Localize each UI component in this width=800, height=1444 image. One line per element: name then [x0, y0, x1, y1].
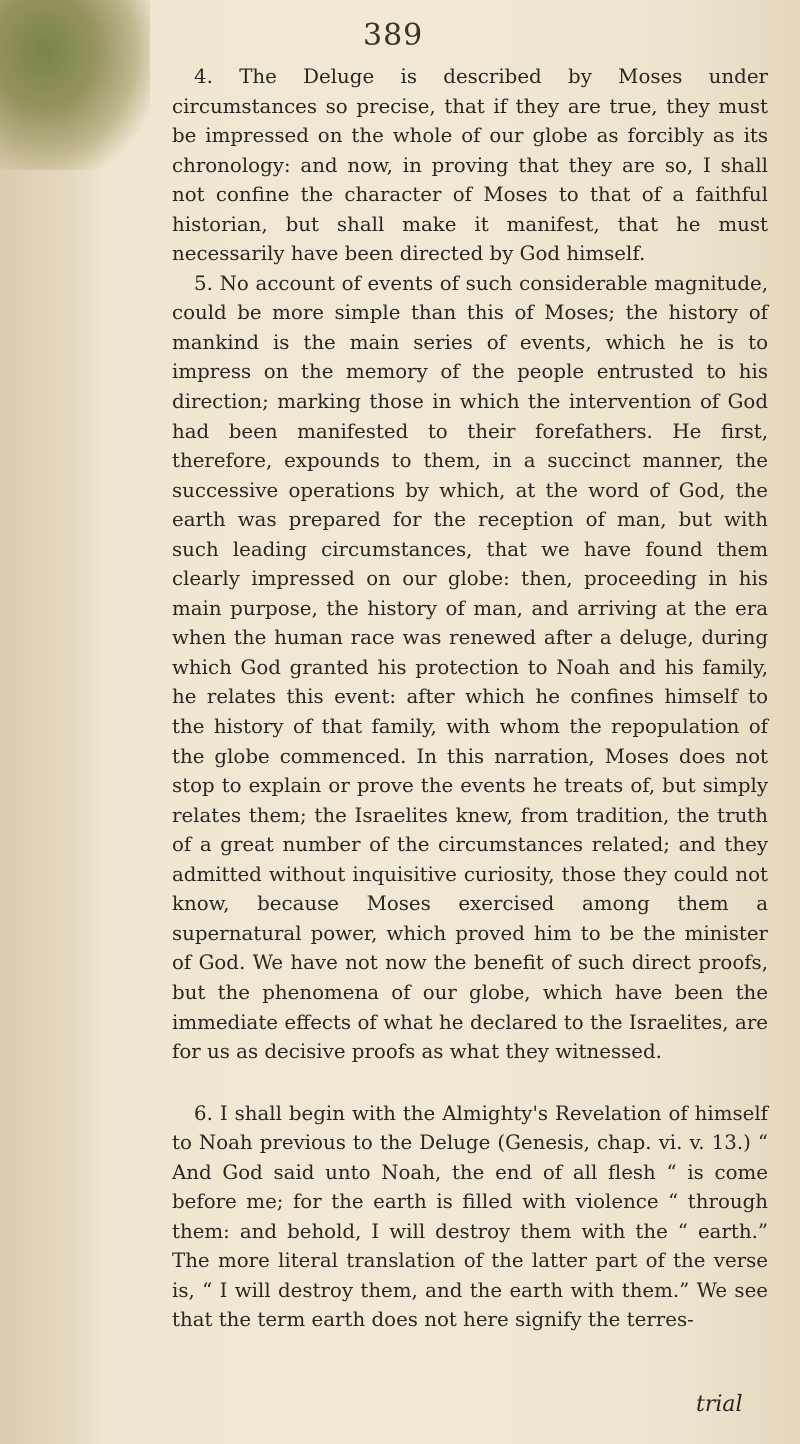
- paragraph-6: 6. I shall begin with the Almighty's Revelation of himself to Noah previous to the Deluge (Genesis, chap. vi. v. 13.) “ And God said unto Noah, the end of all flesh “ is come before me; for the earth is filled with violence “ through them: and behold, I will destroy them with the “ earth.” The more literal translation of the latter part of the verse is, “ I will destroy them, and the earth with them.” We see that the term earth does not here signify the terres-: [172, 1101, 768, 1332]
- paragraph-4: 4. The Deluge is described by Moses under circumstances so precise, that if they are true, they must be impressed on the whole of our globe as forcibly as its chronology: and now, in proving that they are so, I shall not confine the character of Moses to that of a faithful historian, but shall make it manifest, that he must necessarily have been directed by God himself.: [172, 65, 768, 266]
- paragraph-5: 5. No account of events of such considerable magnitude, could be more simple than this of Moses; the history of mankind is the main series of events, which he is to impress on the memory of the people entrusted to his direction; marking those in which the intervention of God had been manifested to their forefathers. He first, therefore, expounds to them, in a succinct manner, the successive operations by which, at the word of God, the earth was prepared for the reception of man, but with such leading circumstances, that we have found them clearly impressed on our globe: then, proceeding in his main purpose, the history of man, and arriving at the era when the human race was renewed after a deluge, during which God granted his protection to Noah and his family, he relates this event: after which he confines himself to the history of that family, with whom the repopulation of the globe commenced. In this narration, Moses does not stop to explain or prove the events he treats of, but simply relates them; the Israelites knew, from tradition, the truth of a great number of the circumstances related; and they admitted without inquisitive curiosity, those they could not know, because Moses exercised among them a supernatural power, which proved him to be the minister of God. We have not now the benefit of such direct proofs, but the phenomena of our globe, which have been the immediate effects of what he declared to the Israelites, are for us as decisive proofs as what they witnessed.: [172, 271, 768, 1064]
- body-text: [172, 62, 768, 1335]
- page-number: 389: [363, 18, 424, 53]
- corner-stain: [0, 0, 150, 170]
- catchword: trial: [696, 1392, 743, 1417]
- page-edge-shadow: [0, 0, 108, 1444]
